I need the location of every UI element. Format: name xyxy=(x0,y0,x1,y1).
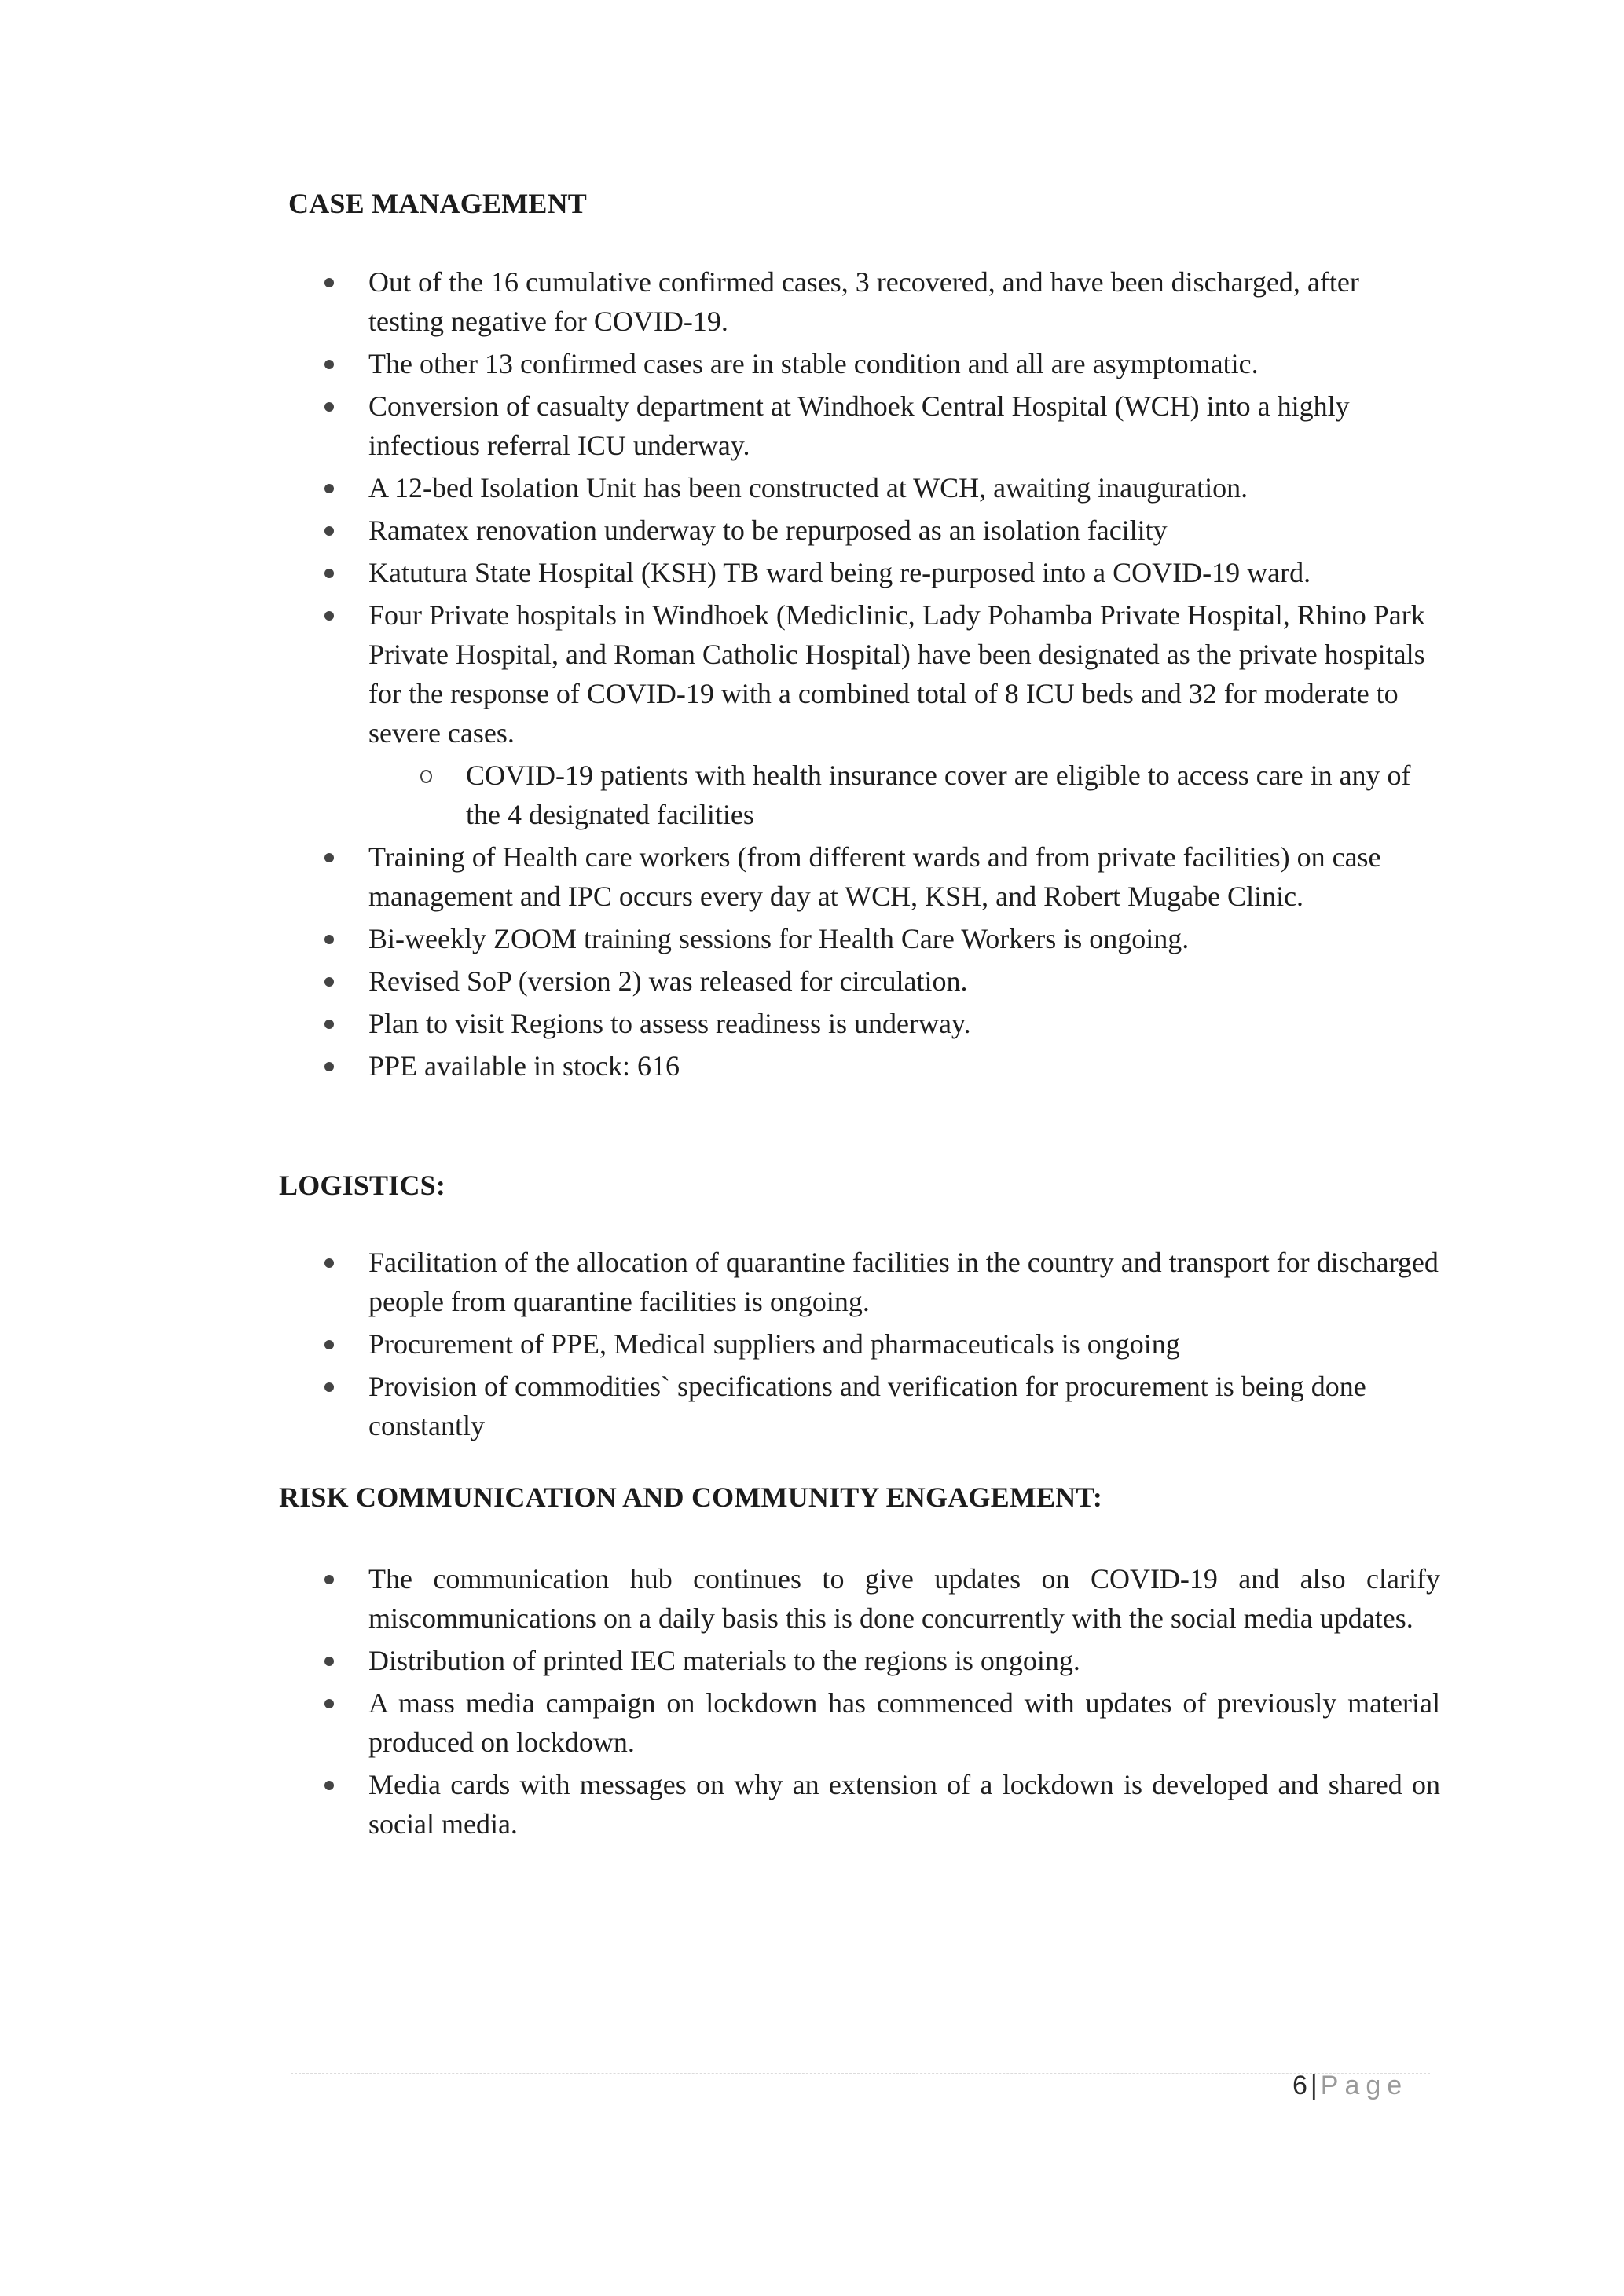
list-item: A mass media campaign on lockdown has commenced with updates of previously material produced on lockdown. xyxy=(324,1683,1440,1762)
footer-divider xyxy=(291,2073,1430,2074)
bullet-icon xyxy=(324,1062,334,1071)
page-number xyxy=(1292,2071,1408,2101)
bullet-icon xyxy=(324,1781,334,1790)
bullet-icon xyxy=(324,1020,334,1029)
bullet-icon xyxy=(324,484,334,493)
list-item: Katutura State Hospital (KSH) TB ward being re-purposed into a COVID-19 ward. xyxy=(324,553,1440,592)
bullet-icon xyxy=(324,1657,334,1666)
list-item: A 12-bed Isolation Unit has been constructed at WCH, awaiting inauguration. xyxy=(324,468,1440,507)
list-item: Plan to visit Regions to assess readiness is underway. xyxy=(324,1004,1440,1043)
list-item: Distribution of printed IEC materials to the regions is ongoing. xyxy=(324,1641,1440,1680)
list-item: Procurement of PPE, Medical suppliers and pharmaceuticals is ongoing xyxy=(324,1324,1440,1364)
bullet-icon xyxy=(324,1575,334,1584)
list-item: Facilitation of the allocation of quarantine facilities in the country and transport for discharged people from quarantine facilities is ongoing. xyxy=(324,1243,1440,1321)
list-item: Provision of commodities` specifications and verification for procurement is being done constantly xyxy=(324,1367,1440,1445)
bullet-icon xyxy=(324,526,334,536)
list-item: The other 13 confirmed cases are in stable condition and all are asymptomatic. xyxy=(324,344,1440,383)
section-heading-logistics: LOGISTICS: xyxy=(279,1170,446,1201)
list-item: Training of Health care workers (from different wards and from private facilities) on case management and IPC occurs every day at WCH, KSH, and Robert Mugabe Clinic. xyxy=(324,837,1440,916)
bullet-icon xyxy=(324,569,334,578)
list-item: PPE available in stock: 616 xyxy=(324,1046,1440,1086)
bullet-icon xyxy=(324,1382,334,1392)
bullet-icon xyxy=(324,1340,334,1349)
bullet-icon xyxy=(324,935,334,944)
list-item: Conversion of casualty department at Windhoek Central Hospital (WCH) into a highly infectious referral ICU underway. xyxy=(324,386,1440,465)
bullet-icon xyxy=(324,977,334,987)
bullet-icon xyxy=(324,360,334,369)
bullet-icon xyxy=(324,853,334,862)
list-item: Four Private hospitals in Windhoek (Mediclinic, Lady Pohamba Private Hospital, Rhino Park Private Hospital, and Roman Catholic Hospital) have been designated as the private hospitals for the response of COVID-19 with a combined total of 8 ICU beds and 32 for moderate to severe cases. xyxy=(324,595,1440,753)
bullet-icon xyxy=(324,278,334,287)
list-item: Revised SoP (version 2) was released for circulation. xyxy=(324,961,1440,1001)
list-item: The communication hub continues to give updates on COVID-19 and also clarify miscommunications on a daily basis this is done concurrently with the social media updates. xyxy=(324,1559,1440,1638)
bullet-icon xyxy=(324,1258,334,1268)
section-heading-risk-communication: RISK COMMUNICATION AND COMMUNITY ENGAGEMENT: xyxy=(279,1481,1103,1513)
page-number-value: 6 xyxy=(1292,2071,1307,2100)
bullet-icon xyxy=(324,611,334,621)
list-item: Media cards with messages on why an extension of a lockdown is developed and shared on social media. xyxy=(324,1765,1440,1844)
sub-list-item: COVID-19 patients with health insurance cover are eligible to access care in any of the 4 designated facilities xyxy=(324,756,1440,834)
list-item: Ramatex renovation underway to be repurposed as an isolation facility xyxy=(324,511,1440,550)
hollow-bullet-icon xyxy=(420,770,432,783)
case-management-list xyxy=(324,262,1440,1089)
list-item: Out of the 16 cumulative confirmed cases, 3 recovered, and have been discharged, after testing negative for COVID-19. xyxy=(324,262,1440,341)
risk-communication-list xyxy=(324,1559,1440,1847)
logistics-list xyxy=(324,1243,1440,1448)
section-heading-case-management: CASE MANAGEMENT xyxy=(288,188,588,219)
bullet-icon xyxy=(324,1699,334,1708)
list-item: Bi-weekly ZOOM training sessions for Health Care Workers is ongoing. xyxy=(324,919,1440,958)
page-label: Page xyxy=(1320,2071,1409,2100)
bullet-icon xyxy=(324,402,334,412)
page-separator: | xyxy=(1310,2071,1318,2100)
